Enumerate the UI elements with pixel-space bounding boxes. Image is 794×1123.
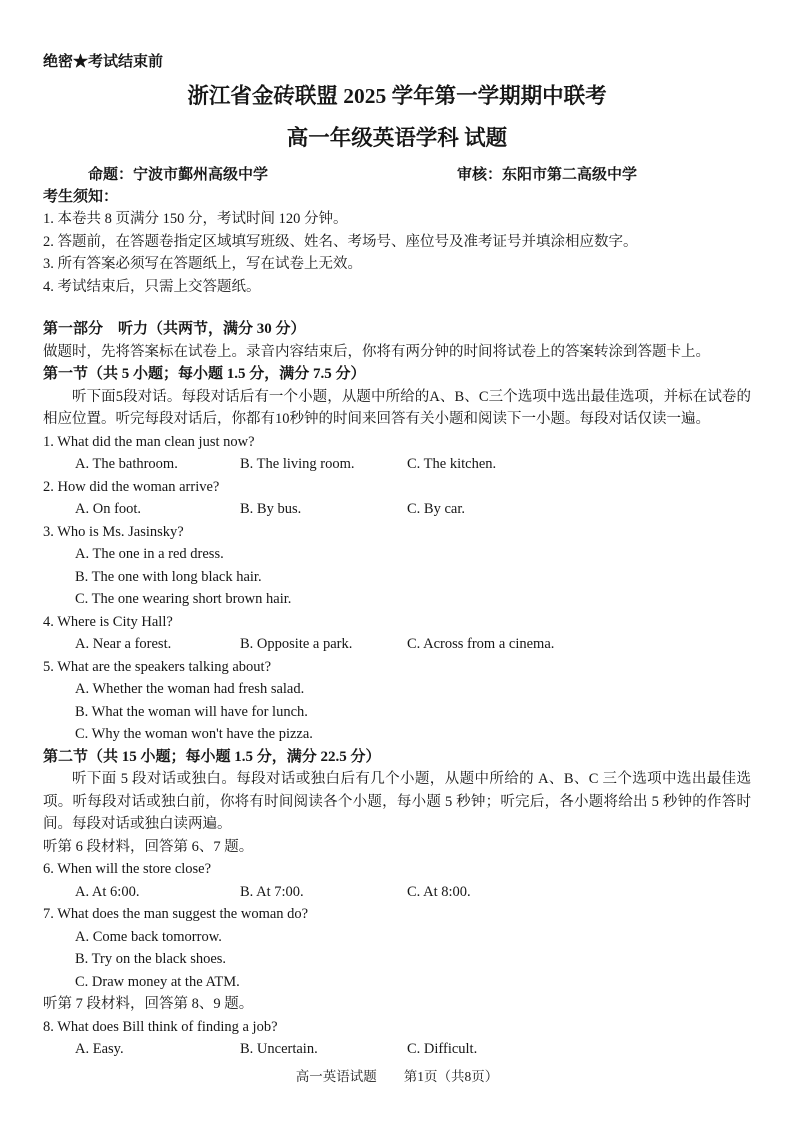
question-8: 8. What does Bill think of finding a job? [43, 1018, 278, 1035]
notice-item-1: 1. 本卷共 8 页满分 150 分，考试时间 120 分钟。 [43, 211, 348, 227]
question-8-option-b: B. Uncertain. [240, 1041, 318, 1057]
part1-heading: 第一部分 听力（共两节，满分 30 分） [43, 321, 306, 337]
question-8-option-a: A. Easy. [75, 1041, 124, 1057]
question-4: 4. Where is City Hall? [43, 613, 173, 630]
question-6-options [43, 881, 751, 904]
question-1: 1. What did the man clean just now? [43, 433, 255, 450]
material-7-note: 听第 7 段材料，回答第 8、9 题。 [43, 996, 254, 1012]
question-2-option-c: C. By car. [407, 501, 465, 517]
section1-heading: 第一节（共 5 小题；每小题 1.5 分，满分 7.5 分） [43, 366, 366, 382]
part1-intro: 做题时，先将答案标在试卷上。录音内容结束后，你将有两分钟的时间将试卷上的答案转涂到答题卡上。 [43, 343, 710, 360]
question-3-option-a: A. The one in a red dress. [75, 546, 224, 562]
question-2-option-a: A. On foot. [75, 501, 142, 517]
notice-item-4: 4. 考试结束后，只需上交答题纸。 [43, 278, 261, 295]
setter-info: 命题：宁波市鄞州高级中学 [88, 167, 269, 183]
question-7-option-b: B. Try on the black shoes. [75, 951, 227, 967]
question-1-option-a: A. The bathroom. [75, 456, 178, 472]
byline-row [43, 163, 751, 186]
question-6-option-c: C. At 8:00. [407, 883, 471, 900]
question-6-option-b: B. At 7:00. [240, 883, 304, 900]
question-5-option-a: A. Whether the woman had fresh salad. [75, 681, 305, 697]
classification-banner: 绝密★考试结束前 [43, 54, 164, 70]
question-1-option-b: B. The living room. [240, 456, 355, 472]
notice-item-2: 2. 答题前，在答题卷指定区域填写班级、姓名、考场号、座位号及准考证号并填涂相应数字。 [43, 233, 638, 250]
question-7-option-a: A. Come back tomorrow. [75, 928, 222, 945]
notice-item-3: 3. 所有答案必须写在答题纸上，写在试卷上无效。 [43, 256, 362, 272]
question-4-options [43, 633, 751, 656]
section1-instructions: 听下面5段对话。每段对话后有一个小题，从题中所给的A、B、C三个选项中选出最佳选项，并标在试卷的相应位置。听完每段对话后，你都有10秒钟的时间来回答有关小题和阅读下一小题。每段对话仅读一遍。 [43, 388, 751, 427]
section2-heading: 第二节（共 15 小题；每小题 1.5 分，满分 22.5 分） [43, 748, 381, 765]
page-footer: 高一英语试题 第1页（共8页） [295, 1069, 499, 1084]
question-1-options [43, 453, 751, 476]
exam-title: 浙江省金砖联盟 2025 学年第一学期期中联考 [187, 84, 607, 108]
question-5-option-b: B. What the woman will have for lunch. [75, 703, 308, 720]
question-1-option-c: C. The kitchen. [407, 456, 497, 472]
question-7: 7. What does the man suggest the woman do? [43, 906, 309, 922]
question-4-option-b: B. Opposite a park. [240, 636, 353, 652]
exam-subtitle: 高一年级英语学科 试题 [286, 126, 508, 150]
question-5: 5. What are the speakers talking about? [43, 658, 272, 675]
question-3-option-c: C. The one wearing short brown hair. [75, 591, 292, 607]
material-6-note: 听第 6 段材料，回答第 6、7 题。 [43, 838, 254, 855]
notice-heading: 考生须知： [43, 188, 119, 205]
question-6-option-a: A. At 6:00. [75, 883, 140, 900]
section2-instructions: 听下面 5 段对话或独白。每段对话或独白后有几个小题，从题中所给的 A、B、C 三个选项中选出最佳选项。听每段对话或独白前，你将有时间阅读各个小题，每小题 5 秒钟；听完后，各小题将给出 5 秒钟的作答时间。每段对话或独白读两遍。 [43, 771, 751, 832]
question-3-option-b: B. The one with long black hair. [75, 568, 262, 585]
question-2-options [43, 498, 751, 521]
question-8-options [43, 1038, 751, 1061]
question-6: 6. When will the store close? [43, 861, 212, 877]
question-8-option-c: C. Difficult. [407, 1041, 478, 1057]
question-4-option-a: A. Near a forest. [75, 636, 172, 652]
question-5-option-c: C. Why the woman won't have the pizza. [75, 726, 313, 742]
question-2: 2. How did the woman arrive? [43, 478, 220, 495]
question-3: 3. Who is Ms. Jasinsky? [43, 523, 184, 540]
question-7-option-c: C. Draw money at the ATM. [75, 973, 240, 990]
question-2-option-b: B. By bus. [240, 501, 302, 517]
reviewer-info: 审核：东阳市第二高级中学 [457, 167, 638, 183]
question-4-option-c: C. Across from a cinema. [407, 636, 555, 652]
